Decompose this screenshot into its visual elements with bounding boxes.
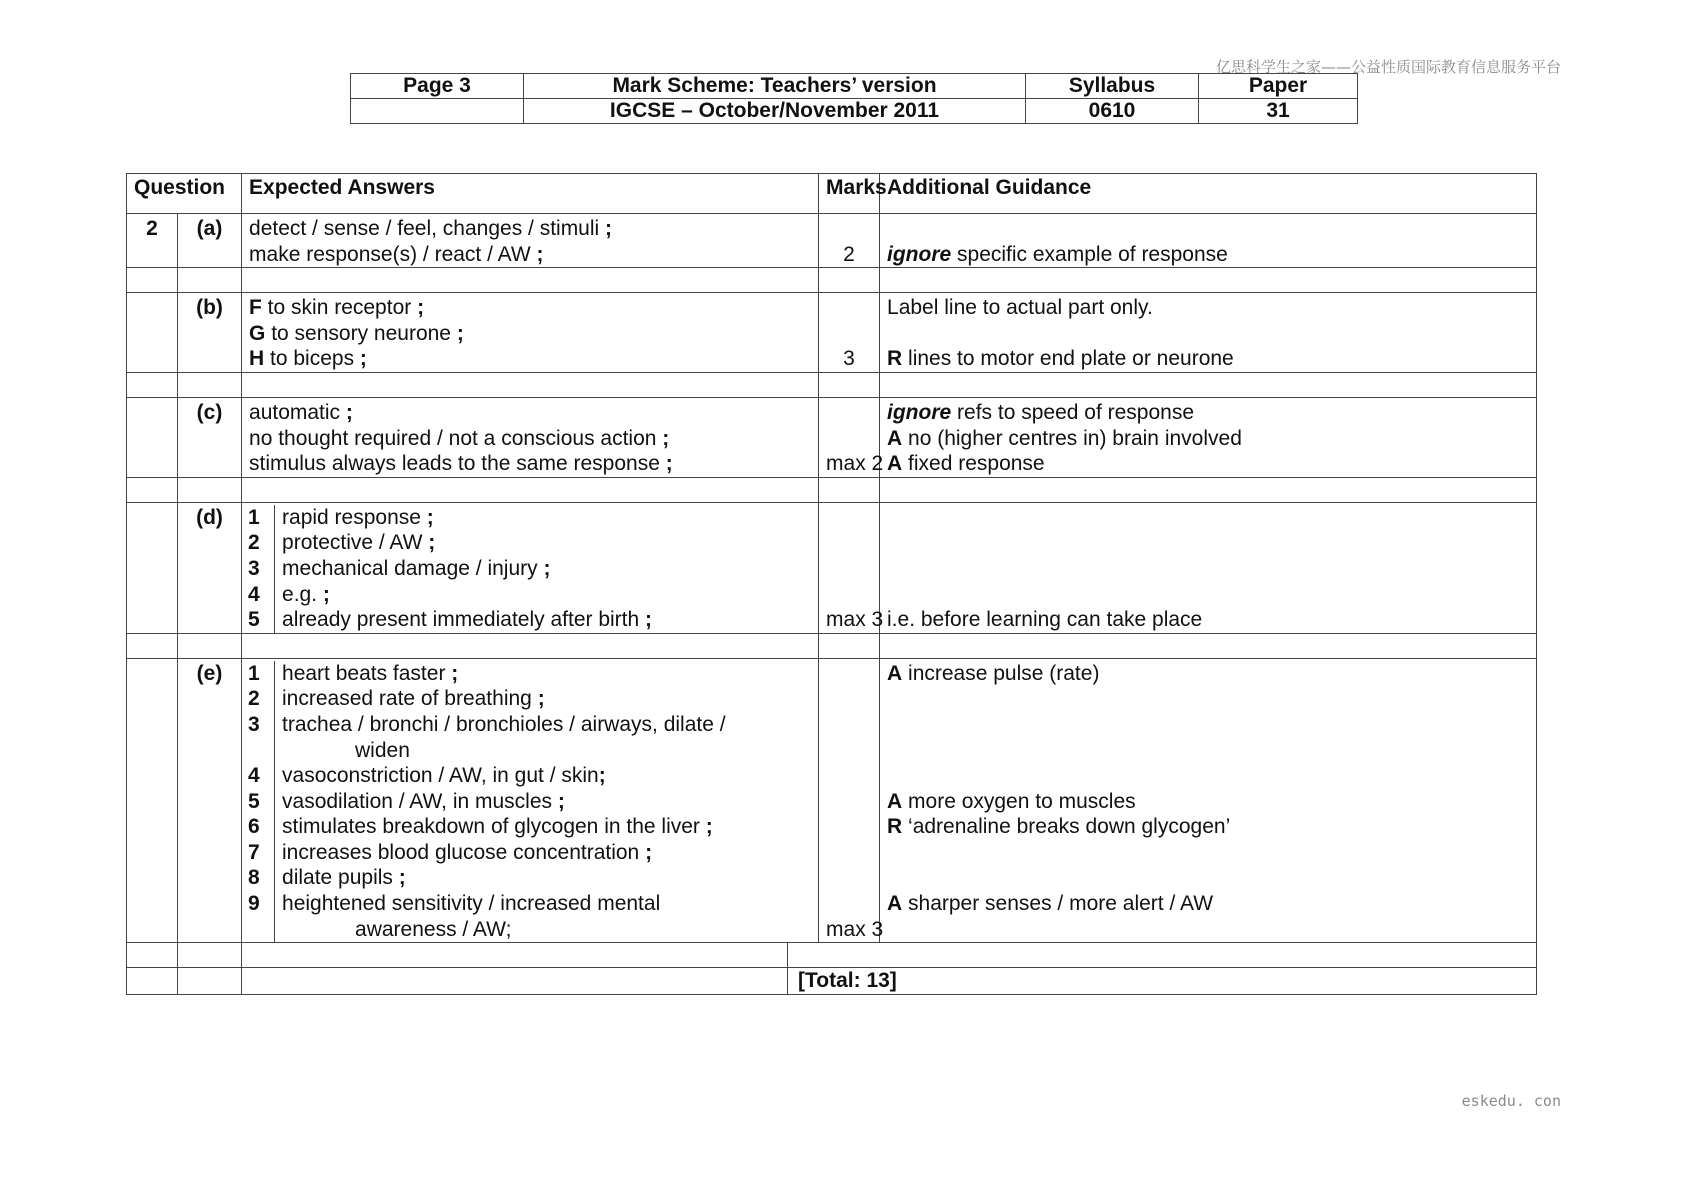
paper-label: Paper <box>1199 74 1358 99</box>
guidance-keyword: R <box>887 347 903 371</box>
empty-cell <box>351 99 524 124</box>
part-c-marks: max 2 <box>819 397 880 477</box>
point-text: stimulates breakdown of glycogen in the liver <box>282 815 706 839</box>
point-text: trachea / bronchi / bronchioles / airways, dilate / <box>282 712 726 736</box>
separator: ; <box>557 789 565 813</box>
separator: ; <box>662 426 670 450</box>
point-number: 6 <box>248 814 275 840</box>
point-text: dilate pupils <box>282 866 399 890</box>
col-marks: Marks <box>819 174 880 214</box>
syllabus-code: 0610 <box>1026 99 1199 124</box>
separator: ; <box>536 242 544 266</box>
guidance-keyword: A <box>887 892 903 916</box>
separator: ; <box>605 217 613 240</box>
list-item <box>248 556 818 582</box>
point-text: rapid response <box>282 505 427 529</box>
point-text: vasoconstriction / AW, in gut / skin <box>282 764 599 788</box>
total-row <box>127 968 1537 995</box>
point-text-continued: awareness / AW; <box>355 917 512 941</box>
point-number: 2 <box>248 686 275 712</box>
row-d <box>127 502 1537 633</box>
part-e-marks: max 3 <box>819 658 880 943</box>
list-item <box>248 712 818 763</box>
list-item <box>248 789 818 815</box>
list-item <box>248 505 818 531</box>
part-a-guidance <box>880 214 1537 268</box>
point-text: mechanical damage / injury <box>282 556 544 580</box>
guidance-text: refs to speed of response <box>951 400 1194 424</box>
separator: ; <box>645 608 653 632</box>
answer-line: stimulus always leads to the same response <box>249 452 666 476</box>
list-item <box>248 891 818 942</box>
separator: ; <box>426 505 434 529</box>
part-a-label: (a) <box>178 214 242 268</box>
question-number: 2 <box>127 214 178 268</box>
header-table <box>350 73 1358 124</box>
list-item <box>248 865 818 891</box>
total-marks: [Total: 13] <box>788 968 1537 995</box>
separator: ; <box>428 531 436 555</box>
guidance-text: increase pulse (rate) <box>902 661 1100 685</box>
separator: ; <box>398 866 406 890</box>
separator: ; <box>322 582 330 606</box>
part-b-label: (b) <box>178 293 242 373</box>
spacer-row <box>127 477 1537 502</box>
document-title: Mark Scheme: Teachers’ version <box>524 74 1026 99</box>
list-item <box>248 686 818 712</box>
guidance-keyword: A <box>887 661 903 685</box>
answer-line: automatic <box>249 400 346 424</box>
part-d-marks: max 3 <box>819 502 880 633</box>
points-list <box>248 505 818 633</box>
col-additional-guidance: Additional Guidance <box>880 174 1537 214</box>
part-c-answers <box>242 397 819 477</box>
part-e-guidance <box>880 658 1537 943</box>
part-d-answers <box>242 502 819 633</box>
spacer-row <box>127 943 1537 968</box>
guidance-text: ‘adrenaline breaks down glycogen’ <box>902 815 1231 839</box>
points-list <box>248 661 818 943</box>
paper-number: 31 <box>1199 99 1358 124</box>
guidance-text: more oxygen to muscles <box>902 789 1136 813</box>
point-number: 4 <box>248 763 275 789</box>
point-text: increased rate of breathing <box>282 687 538 711</box>
answer-line: to biceps <box>264 347 360 371</box>
point-number: 5 <box>248 789 275 815</box>
guidance-keyword: A <box>887 452 903 476</box>
point-text: already present immediately after birth <box>282 608 646 632</box>
separator: ; <box>456 321 464 345</box>
watermark-top: 亿思科学生之家——公益性质国际教育信息服务平台 <box>1215 58 1561 76</box>
point-text-continued: widen <box>355 738 410 762</box>
row-c <box>127 397 1537 477</box>
separator: ; <box>705 815 713 839</box>
label-letter: H <box>249 347 265 371</box>
part-a-marks: 2 <box>819 214 880 268</box>
point-number: 1 <box>248 505 275 531</box>
point-number: 8 <box>248 865 275 891</box>
part-d-label: (d) <box>178 502 242 633</box>
part-c-label: (c) <box>178 397 242 477</box>
point-number: 1 <box>248 661 275 687</box>
answer-line: no thought required / not a conscious action <box>249 426 663 450</box>
answer-line: make response(s) / react / AW <box>249 242 531 266</box>
label-letter: F <box>249 296 262 320</box>
answer-line: to skin receptor <box>261 296 418 320</box>
point-text: heart beats faster <box>282 661 452 685</box>
list-item <box>248 582 818 608</box>
spacer-row <box>127 372 1537 397</box>
point-number: 5 <box>248 607 275 633</box>
guidance-keyword: A <box>887 426 903 450</box>
separator: ; <box>598 764 606 788</box>
col-expected-answers: Expected Answers <box>242 174 819 214</box>
page-number: Page 3 <box>351 74 524 99</box>
list-item <box>248 607 818 633</box>
guidance-text: sharper senses / more alert / AW <box>902 892 1214 916</box>
column-header-row <box>127 174 1537 214</box>
point-number: 2 <box>248 530 275 556</box>
guidance-keyword: ignore <box>887 400 952 424</box>
row-e <box>127 658 1537 943</box>
watermark-bottom: eskedu. con <box>1461 1092 1561 1110</box>
point-text: heightened sensitivity / increased mental <box>282 892 661 916</box>
answer-line: detect / sense / feel, changes / stimuli <box>249 217 600 240</box>
guidance-text: no (higher centres in) brain involved <box>902 426 1242 450</box>
point-number: 9 <box>248 891 275 942</box>
list-item <box>248 840 818 866</box>
answer-line: to sensory neurone <box>265 321 457 345</box>
row-a <box>127 214 1537 268</box>
separator: ; <box>665 452 673 476</box>
separator: ; <box>543 556 551 580</box>
separator: ; <box>359 347 367 371</box>
spacer-row <box>127 268 1537 293</box>
list-item <box>248 530 818 556</box>
guidance-text: specific example of response <box>951 242 1228 266</box>
spacer-row <box>127 633 1537 658</box>
separator: ; <box>345 400 353 424</box>
separator: ; <box>417 296 425 320</box>
exam-session: IGCSE – October/November 2011 <box>524 99 1026 124</box>
col-question: Question <box>127 174 242 214</box>
separator: ; <box>645 840 653 864</box>
part-b-marks: 3 <box>819 293 880 373</box>
separator: ; <box>451 661 459 685</box>
syllabus-label: Syllabus <box>1026 74 1199 99</box>
part-e-answers <box>242 658 819 943</box>
part-d-guidance: i.e. before learning can take place <box>880 502 1537 633</box>
point-number: 3 <box>248 712 275 763</box>
point-text: e.g. <box>282 582 323 606</box>
guidance-keyword: ignore <box>887 242 952 266</box>
guidance-keyword: R <box>887 815 903 839</box>
point-text: vasodilation / AW, in muscles <box>282 789 558 813</box>
part-a-answers <box>242 214 819 268</box>
point-number: 7 <box>248 840 275 866</box>
point-text: protective / AW <box>282 531 429 555</box>
guidance-keyword: A <box>887 789 903 813</box>
list-item <box>248 661 818 687</box>
label-letter: G <box>249 321 266 345</box>
part-c-guidance <box>880 397 1537 477</box>
point-number: 3 <box>248 556 275 582</box>
point-number: 4 <box>248 582 275 608</box>
row-b <box>127 293 1537 373</box>
guidance-text: fixed response <box>902 452 1045 476</box>
separator: ; <box>537 687 545 711</box>
list-item <box>248 763 818 789</box>
part-b-answers <box>242 293 819 373</box>
part-e-label: (e) <box>178 658 242 943</box>
list-item <box>248 814 818 840</box>
point-text: increases blood glucose concentration <box>282 840 646 864</box>
guidance-text: Label line to actual part only. <box>887 296 1153 320</box>
part-b-guidance <box>880 293 1537 373</box>
guidance-text: lines to motor end plate or neurone <box>902 347 1234 371</box>
mark-scheme-table <box>126 173 1537 995</box>
